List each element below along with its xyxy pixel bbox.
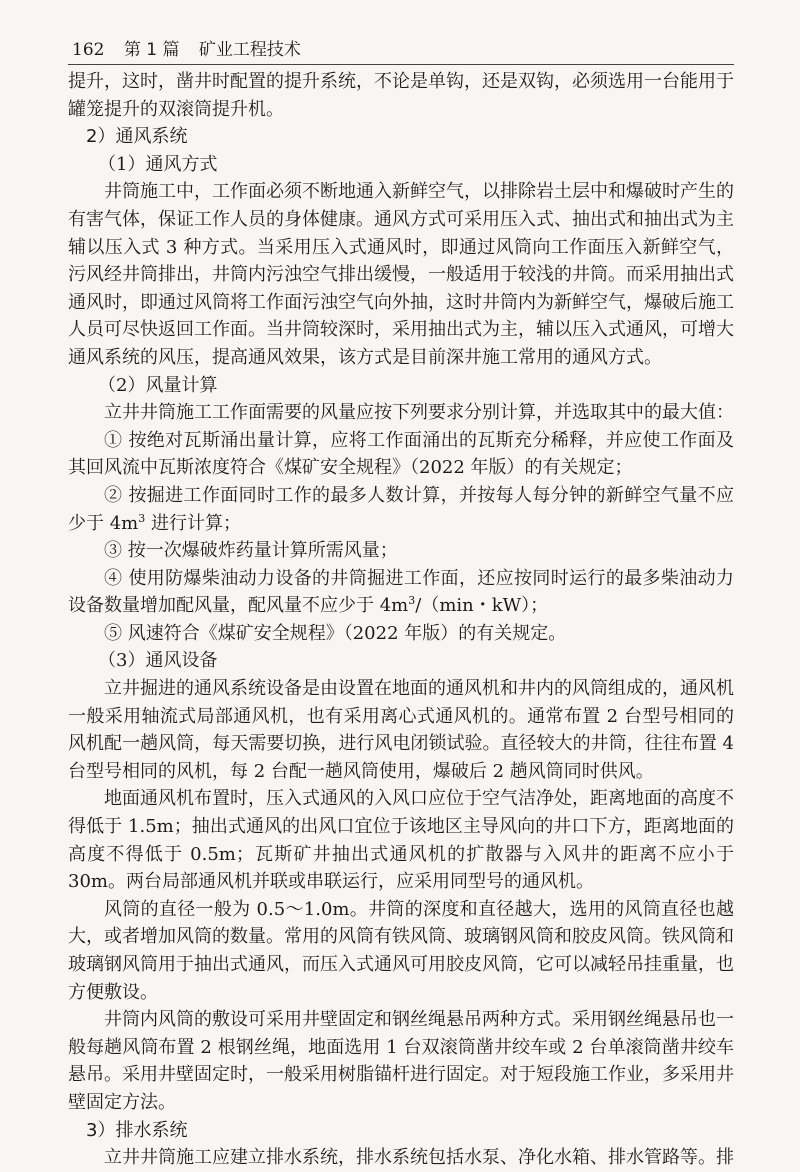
list-item-3: ③ 按一次爆破炸药量计算所需风量；	[104, 540, 398, 562]
paragraph-continued: 提升，这时，凿井时配置的提升系统，不论是单钩，还是双钩，必须选用一台能用于罐笼提升的双滚筒提升机。	[68, 71, 734, 120]
unit-superscript: 3	[408, 594, 416, 608]
list-item-1: ① 按绝对瓦斯涌出量计算，应将工作面涌出的瓦斯充分稀释，并应使工作面及其回风流中瓦斯浓度符合《煤矿安全规程》（2022 年版）的有关规定；	[68, 429, 734, 479]
subsection-heading-airflow: （2）风量计算	[98, 374, 218, 396]
subsection-heading-equipment: （3）通风设备	[98, 650, 218, 672]
paragraph-airflow-intro: 立井井筒施工工作面需要的风量应按下列要求分别计算，并选取其中的最大值：	[104, 402, 734, 424]
paragraph-equipment: 立井掘进的通风系统设备是由设置在地面的通风机和井内的风筒组成的，通风机一般采用轴流式局部通风机，也有采用离心式通风机的。通常布置 2 台型号相同的风机配一趟风筒，每天需要切换，进行风电闭锁试验。直径较大的井筒，往往布置 4 台型号相同的风机，每 2 台配一趟风筒使用，爆破后 2 趟风筒同时供风。	[68, 678, 734, 782]
list-item-2	[68, 482, 734, 537]
section-heading-drainage: 3）排水系统	[86, 1119, 188, 1141]
list-item-2-text: ② 按掘进工作面同时工作的最多人数计算，并按每人每分钟的新鲜空气量不应少于 4m	[68, 484, 734, 534]
running-header	[72, 40, 732, 60]
paragraph-duct-diameter: 风筒的直径一般为 0.5～1.0m。井筒的深度和直径越大，选用的风筒直径也越大，或者增加风筒的数量。常用的风筒有铁风筒、玻璃钢风筒和胶皮风筒。铁风筒和玻璃钢风筒用于抽出式通风，而压入式通风可用胶皮风筒，它可以减轻吊挂重量，也方便敷设。	[68, 898, 734, 1003]
list-item-5: ⑤ 风速符合《煤矿安全规程》（2022 年版）的有关规定。	[104, 622, 567, 644]
paragraph-method: 井筒施工中，工作面必须不断地通入新鲜空气，以排除岩土层中和爆破时产生的有害气体，保证工作人员的身体健康。通风方式可采用压入式、抽出式和抽出式为主辅以压入式 3 种方式。当采用压入式通风时，即通过风筒向工作面压入新鲜空气，污风经井筒排出，井筒内污浊空气排出缓慢，一般适用于较浅的井筒。而采用抽出式通风时，即通过风筒将工作面污浊空气向外抽，这时井筒内为新鲜空气，爆破后施工人员可尽快返回工作面。当井筒较深时，采用抽出式为主，辅以压入式通风，可增大通风系统的风压，提高通风效果，该方式是目前深井施工常用的通风方式。	[68, 181, 734, 368]
paragraph-fan-layout: 地面通风机布置时，压入式通风的入风口应位于空气洁净处，距离地面的高度不得低于 1.5m；抽出式通风的出风口宜位于该地区主导风向的井口下方，距离地面的高度不得低于 0.5m；瓦斯矿井抽出式通风机的扩散器与入风井的距离不应小于 30m。两台局部通风机并联或串联运行，应采用同型号的通风机。	[68, 788, 734, 893]
list-item-4-text: ④ 使用防爆柴油动力设备的井筒掘进工作面，还应按同时运行的最多柴油动力设备数量增加配风量，配风量不应少于 4m	[68, 567, 734, 617]
part-number: 第 1 篇	[123, 40, 180, 60]
page-number: 162	[72, 40, 105, 60]
body-text	[68, 68, 734, 1172]
list-item-2-tail: 进行计算；	[145, 512, 241, 534]
list-item-4-tail: /（min・kW）；	[415, 595, 549, 617]
header-rule	[68, 64, 734, 65]
section-heading-ventilation: 2）通风系统	[86, 126, 188, 148]
paragraph-duct-install: 井筒内风筒的敷设可采用井壁固定和钢丝绳悬吊两种方式。采用钢丝绳悬吊也一般每趟风筒布置 2 根钢丝绳，地面选用 1 台双滚筒凿井绞车或 2 台单滚筒凿井绞车悬吊。采用井壁固定时，一般采用树脂锚杆进行固定。对于短段施工作业，多采用井壁固定方法。	[68, 1009, 734, 1113]
part-title: 矿业工程技术	[198, 40, 301, 60]
subsection-heading-method: （1）通风方式	[98, 153, 218, 175]
list-item-4	[68, 565, 734, 620]
paragraph-drainage: 立井井筒施工应建立排水系统，排水系统包括水泵、净化水箱、排水管路等。排	[104, 1147, 734, 1169]
unit-superscript: 3	[138, 511, 146, 525]
